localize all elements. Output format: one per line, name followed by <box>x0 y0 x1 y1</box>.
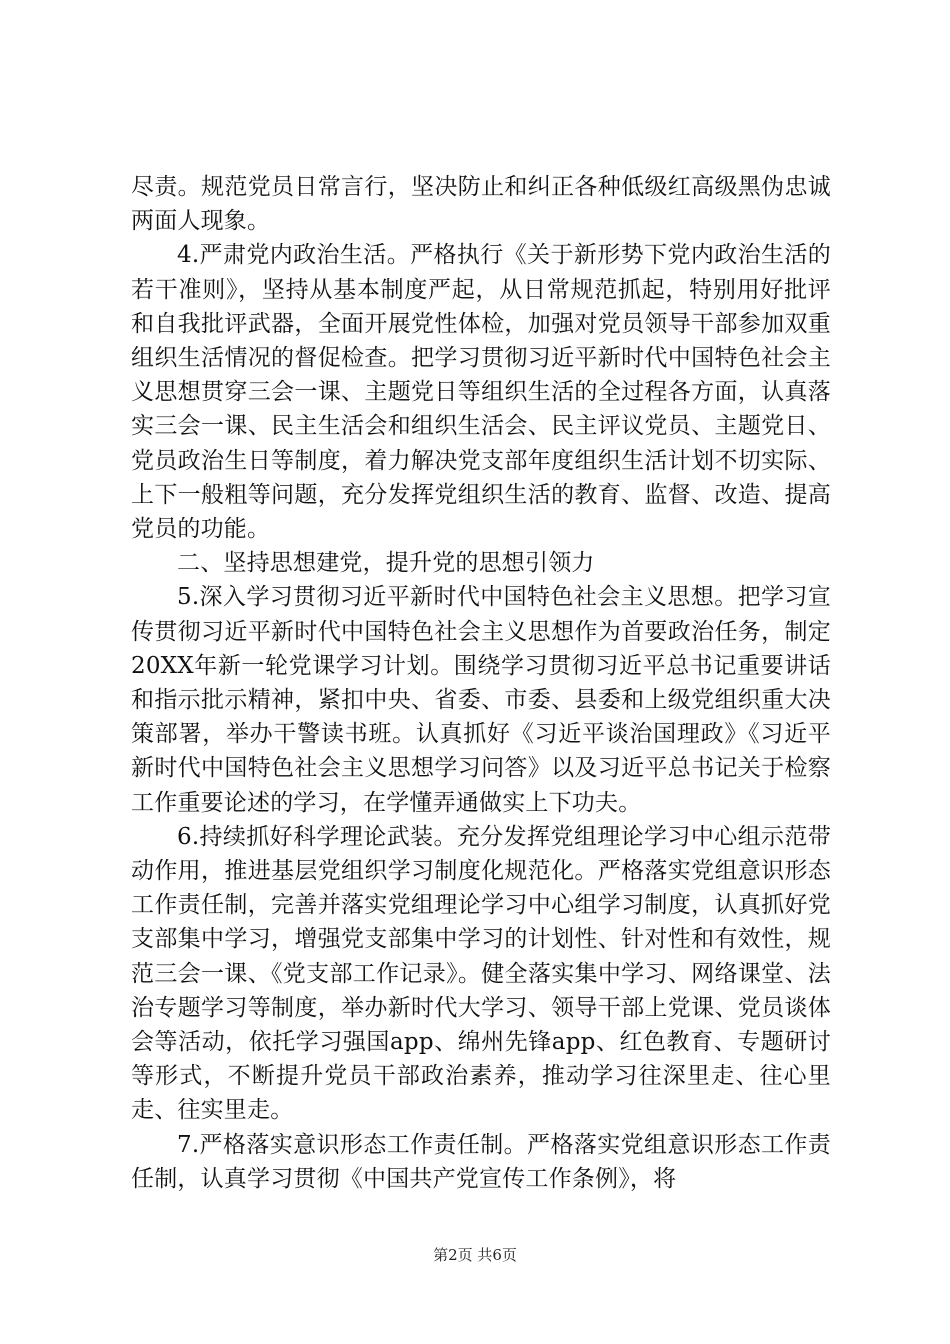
section-heading-2: 二、坚持思想建党，提升党的思想引领力 <box>177 550 595 577</box>
paragraph-item-4: 4.严肃党内政治生活。严格执行《关于新形势下党内政治生活的若干准则》，坚持从基本制度严起，从日常规范抓起，特别用好批评和自我批评武器，全面开展党性体检，加强对党员领导干部参加双重组织生活情况的督促检查。把学习贯彻习近平新时代中国特色社会主义思想贯穿三会一课、主题党日等组织生活的全过程各方面，认真落实三会一课、民主生活会和组织生活会、民主评议党员、主题党日、党员政治生日等制度，着力解决党支部年度组织生活计划不切实际、上下一般粗等问题，充分发挥党组织生活的教育、监督、改造、提高党员的功能。 <box>131 242 831 543</box>
document-body <box>131 170 831 1196</box>
paragraph-continuation: 尽责。规范党员日常言行，坚决防止和纠正各种低级红高级黑伪忠诚两面人现象。 <box>131 174 831 235</box>
paragraph-item-6: 6.持续抓好科学理论武装。充分发挥党组理论学习中心组示范带动作用，推进基层党组织学习制度化规范化。严格落实党组意识形态工作责任制，完善并落实党组理论学习中心组学习制度，认真抓好党支部集中学习，增强党支部集中学习的计划性、针对性和有效性，规范三会一课、《党支部工作记录》。健全落实集中学习、网络课堂、法治专题学习等制度，举办新时代大学习、领导干部上党课、党员谈体会等活动，依托学习强国app、绵州先锋app、红色教育、专题研讨等形式，不断提升党员干部政治素养，推动学习往深里走、往心里走、往实里走。 <box>131 823 831 1124</box>
paragraph-item-7: 7.严格落实意识形态工作责任制。严格落实党组意识形态工作责任制，认真学习贯彻《中国共产党宣传工作条例》，将 <box>131 1131 831 1192</box>
page-footer: 第2页 共6页 <box>433 1246 517 1264</box>
paragraph-item-5: 5.深入学习贯彻习近平新时代中国特色社会主义思想。把学习宣传贯彻习近平新时代中国特色社会主义思想作为首要政治任务，制定20XX年新一轮党课学习计划。围绕学习贯彻习近平总书记重要讲话和指示批示精神，紧扣中央、省委、市委、县委和上级党组织重大决策部署，举办干警读书班。认真抓好《习近平谈治国理政》《习近平新时代中国特色社会主义思想学习问答》以及习近平总书记关于检察工作重要论述的学习，在学懂弄通做实上下功夫。 <box>131 584 831 816</box>
